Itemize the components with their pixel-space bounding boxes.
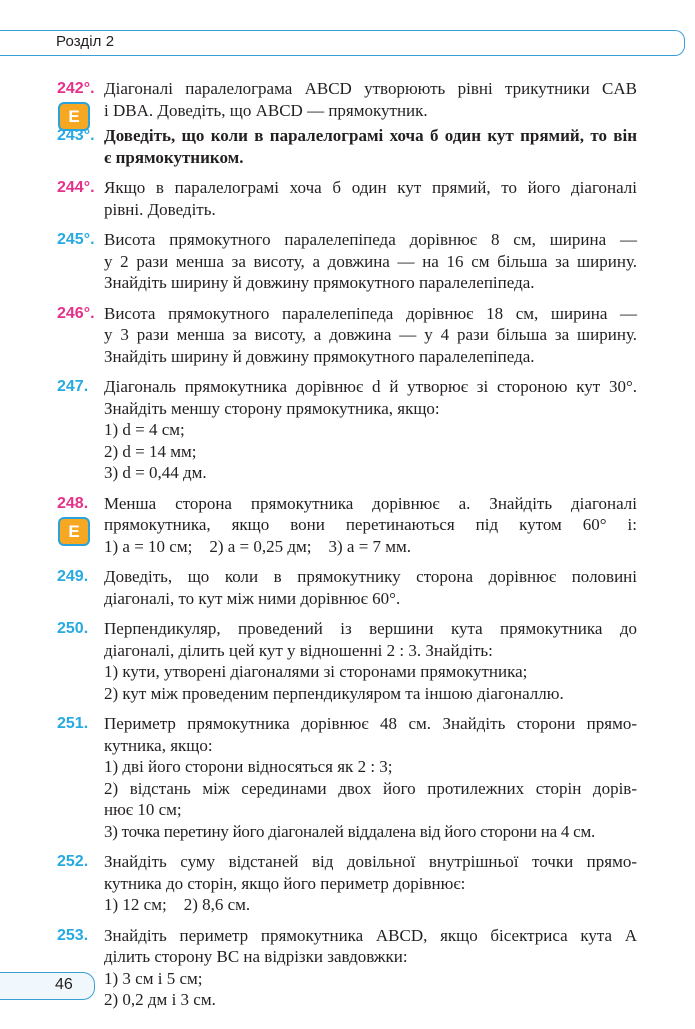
exercise-number: 243°. bbox=[57, 127, 95, 144]
text-line: Периметр прямокутника дорівнює 48 см. Знайдіть сторони прямо- bbox=[104, 714, 637, 733]
exercise-245 bbox=[57, 229, 637, 294]
text-line: 2) 0,2 дм і 3 см. bbox=[104, 990, 216, 1009]
exercise-number: 247. bbox=[57, 378, 89, 395]
exercise-number: 248. bbox=[57, 494, 89, 512]
text-line: кутника до сторін, якщо його периметр дорівнює: bbox=[104, 873, 466, 893]
text-line: у 3 рази менша за висоту, а довжина — у 4 рази більша за ширину. bbox=[104, 325, 637, 344]
exercise-247 bbox=[57, 376, 637, 484]
text-line: діагоналі, то кут між ними дорівнює 60°. bbox=[104, 588, 401, 608]
exercise-244 bbox=[57, 177, 637, 220]
exercise-number: 250. bbox=[57, 620, 89, 637]
text-line: у 2 рази менша за висоту, а довжина — на 16 см більша за ширину. bbox=[104, 251, 637, 271]
text-line: 1) дві його сторони відносяться як 2 : 3; bbox=[104, 757, 393, 776]
text-line: Знайдіть суму відстаней від довільної внутрішньої точки прямо- bbox=[104, 852, 637, 871]
text-line: 1) 12 см; 2) 8,6 см. bbox=[104, 895, 251, 914]
text-line: Знайдіть ширину й довжину прямокутного паралелепіпеда. bbox=[104, 346, 535, 366]
text-line: Висота прямокутного паралелепіпеда дорівнює 18 см, ширина — bbox=[104, 303, 637, 323]
text-line: прямокутника, якщо вони перетинаються під кутом 60° і: bbox=[104, 515, 637, 534]
text-line: Знайдіть меншу сторону прямокутника, якщо: bbox=[104, 398, 440, 418]
text-line: Знайдіть периметр прямокутника ABCD, якщо бісектриса кута A bbox=[104, 925, 637, 945]
text-line: 1) 3 см і 5 см; bbox=[104, 968, 203, 988]
exercise-number: 246°. bbox=[57, 304, 95, 322]
section-title: Розділ 2 bbox=[56, 33, 115, 50]
exercise-250 bbox=[57, 618, 637, 704]
exercise-243 bbox=[57, 125, 637, 168]
text-line: Знайдіть ширину й довжину прямокутного паралелепіпеда. bbox=[104, 273, 535, 292]
exercise-list bbox=[57, 78, 637, 1020]
text-line: Діагональ прямокутника дорівнює d й утворює зі стороною кут 30°. bbox=[104, 377, 637, 396]
exercise-number: 251. bbox=[57, 715, 89, 732]
exercise-number: 249. bbox=[57, 568, 89, 585]
text-line: 1) a = 10 см; 2) a = 0,25 дм; 3) a = 7 мм. bbox=[104, 536, 412, 556]
text-line: діагоналі, ділить цей кут у відношенні 2 : 3. Знайдіть: bbox=[104, 640, 493, 660]
text-line: 2) d = 14 мм; bbox=[104, 441, 197, 461]
text-line: і DBA. Доведіть, що ABCD — прямокутник. bbox=[104, 100, 428, 120]
text-line: кутника, якщо: bbox=[104, 735, 213, 755]
page-number: 46 bbox=[55, 976, 73, 993]
e-badge-icon: E bbox=[58, 102, 90, 131]
exercise-number: 253. bbox=[57, 926, 89, 944]
exercise-246 bbox=[57, 303, 637, 368]
exercise-number: 245°. bbox=[57, 231, 95, 248]
exercise-251 bbox=[57, 713, 637, 842]
text-line: Якщо в паралелограмі хоча б один кут прямий, то його діагоналі bbox=[104, 178, 637, 197]
e-badge-icon: E bbox=[58, 517, 90, 546]
text-line: рівні. Доведіть. bbox=[104, 199, 216, 219]
exercise-249 bbox=[57, 566, 637, 609]
text-line: 3) d = 0,44 дм. bbox=[104, 463, 207, 482]
text-line: Перпендикуляр, проведений із вершини кута прямокутника до bbox=[104, 619, 637, 638]
text-line: Доведіть, що коли в прямокутнику сторона дорівнює половині bbox=[104, 567, 637, 586]
text-line: є прямокутником. bbox=[104, 147, 244, 167]
text-line: Діагоналі паралелограма ABCD утворюють рівні трикутники CAB bbox=[104, 79, 637, 98]
exercise-number: 252. bbox=[57, 853, 89, 870]
exercise-number: 242°. bbox=[57, 80, 95, 97]
exercise-248 bbox=[57, 493, 637, 558]
text-line: 3) точка перетину його діагоналей віддалена від його сторони на 4 см. bbox=[104, 821, 595, 841]
text-line: нює 10 см; bbox=[104, 800, 182, 819]
exercise-number: 244°. bbox=[57, 179, 95, 196]
text-line: Доведіть, що коли в паралелограмі хоча б один кут прямий, то він bbox=[104, 126, 637, 145]
text-line: 2) кут між проведеним перпендикуляром та іншою діагоналлю. bbox=[104, 683, 564, 703]
exercise-242 bbox=[57, 78, 637, 126]
exercise-252 bbox=[57, 851, 637, 916]
text-line: ділить сторону BC на відрізки завдовжки: bbox=[104, 947, 408, 966]
text-line: 1) d = 4 см; bbox=[104, 420, 185, 439]
text-line: 2) відстань між серединами двох його протилежних сторін дорів- bbox=[104, 778, 637, 798]
section-header bbox=[0, 30, 685, 56]
text-line: 1) кути, утворені діагоналями зі сторонами прямокутника; bbox=[104, 662, 528, 681]
text-line: Менша сторона прямокутника дорівнює a. Знайдіть діагоналі bbox=[104, 493, 637, 513]
text-line: Висота прямокутного паралелепіпеда дорівнює 8 см, ширина — bbox=[104, 230, 637, 249]
exercise-253 bbox=[57, 925, 637, 1011]
page-footer bbox=[0, 972, 95, 1000]
